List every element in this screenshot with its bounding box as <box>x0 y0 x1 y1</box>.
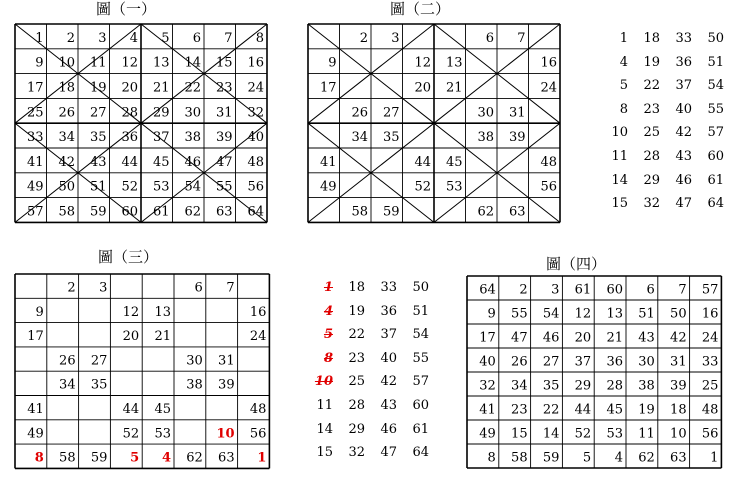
cell-number: 25 <box>701 378 719 394</box>
figure-3-title: 圖（三） <box>97 248 158 266</box>
cell-number: 28 <box>606 378 623 394</box>
cell-number: 54 <box>542 306 560 322</box>
cell-number: 1 <box>35 30 44 46</box>
list-number: 61 <box>412 421 429 437</box>
cell-number: 27 <box>89 105 107 121</box>
cell-number: 27 <box>382 105 400 121</box>
cell-number: 2 <box>519 282 528 298</box>
cell-number: 2 <box>67 280 76 296</box>
cell-number: 44 <box>122 401 140 417</box>
cell-number: 35 <box>542 378 560 394</box>
figure-2-title: 圖（二） <box>389 0 450 18</box>
cell-number: 15 <box>511 426 528 442</box>
cell-number: 37 <box>152 130 170 146</box>
cell-number: 39 <box>215 130 233 146</box>
cell-number: 24 <box>540 80 557 96</box>
list-number: 5 <box>619 78 628 94</box>
cell-number: 1 <box>257 450 267 466</box>
cell-number: 3 <box>551 282 560 298</box>
cell-number: 50 <box>670 306 687 322</box>
cell-number: 36 <box>121 130 138 146</box>
cell-number: 3 <box>99 280 108 296</box>
cell-number: 6 <box>485 30 494 46</box>
list-number: 25 <box>643 125 660 141</box>
cell-number: 58 <box>351 204 368 220</box>
cell-number: 56 <box>540 179 557 195</box>
cell-number: 12 <box>574 306 592 322</box>
cell-number: 37 <box>574 354 592 370</box>
cell-number: 20 <box>122 329 140 345</box>
list-number: 19 <box>643 54 660 70</box>
list-number: 36 <box>380 303 397 319</box>
cell-number: 17 <box>27 329 44 345</box>
cell-number: 20 <box>574 330 592 346</box>
cell-number: 34 <box>59 377 76 393</box>
cell-number: 34 <box>58 130 75 146</box>
cell-number: 45 <box>154 401 171 417</box>
cell-number: 24 <box>247 80 264 96</box>
cell-number: 12 <box>122 304 140 320</box>
cell-number: 61 <box>574 282 592 298</box>
cell-number: 48 <box>247 154 264 170</box>
cell-number: 55 <box>511 306 528 322</box>
cell-number: 26 <box>511 354 528 370</box>
cell-number: 22 <box>184 80 201 96</box>
cell-number: 13 <box>606 306 623 322</box>
cell-number: 49 <box>27 426 44 442</box>
cell-number: 48 <box>540 154 557 170</box>
cell-number: 58 <box>511 450 528 466</box>
cell-number: 4 <box>161 450 171 466</box>
list-number: 32 <box>348 445 365 461</box>
list-number: 10 <box>314 374 333 390</box>
list-number: 51 <box>412 303 429 319</box>
figure-2-grid <box>308 24 562 229</box>
cell-number: 63 <box>670 450 687 466</box>
list-number: 28 <box>643 149 660 164</box>
cell-number: 56 <box>701 426 719 442</box>
cell-number: 25 <box>26 105 44 121</box>
list-number: 37 <box>675 78 692 94</box>
cell-number: 53 <box>606 426 623 442</box>
cell-number: 1 <box>710 450 719 466</box>
list-number: 18 <box>643 31 660 46</box>
cell-number: 8 <box>255 30 264 46</box>
list-number: 1 <box>323 280 333 295</box>
cell-number: 47 <box>215 154 233 170</box>
list-number: 11 <box>611 149 628 164</box>
number-list-bottom <box>305 280 445 470</box>
list-number: 50 <box>707 31 724 46</box>
cell-number: 30 <box>186 353 203 369</box>
list-number: 8 <box>323 350 333 366</box>
cell-number: 43 <box>638 330 655 346</box>
cell-number: 28 <box>121 105 138 121</box>
list-number: 19 <box>348 303 365 319</box>
cell-number: 56 <box>247 179 264 195</box>
cell-number: 18 <box>670 402 687 418</box>
cell-number: 53 <box>152 179 170 195</box>
cell-number: 35 <box>89 130 107 146</box>
cell-number: 23 <box>511 402 528 418</box>
list-number: 64 <box>412 445 429 461</box>
cell-number: 16 <box>540 55 557 71</box>
cell-number: 41 <box>27 401 44 417</box>
cell-number: 33 <box>701 354 719 370</box>
list-number: 22 <box>643 78 660 94</box>
figure-1-grid <box>15 24 269 229</box>
cell-number: 59 <box>542 450 560 466</box>
list-number: 42 <box>380 374 397 390</box>
cell-number: 8 <box>34 450 44 466</box>
list-number: 40 <box>380 350 397 366</box>
list-number: 43 <box>675 149 692 164</box>
cell-number: 11 <box>638 426 655 442</box>
list-number: 22 <box>348 327 365 343</box>
cell-number: 64 <box>247 204 264 220</box>
list-number: 64 <box>707 196 724 212</box>
cell-number: 64 <box>479 282 496 298</box>
list-number: 57 <box>412 374 429 390</box>
cell-number: 18 <box>58 80 75 96</box>
cell-number: 53 <box>154 426 171 442</box>
figure-4-grid <box>467 276 723 474</box>
list-number: 23 <box>348 350 365 366</box>
cell-number: 52 <box>574 426 592 442</box>
cell-number: 57 <box>26 204 44 220</box>
cell-number: 39 <box>670 378 687 394</box>
cell-number: 13 <box>154 304 171 320</box>
cell-number: 30 <box>638 354 655 370</box>
cell-number: 58 <box>59 450 76 466</box>
list-number: 23 <box>643 101 660 117</box>
cell-number: 20 <box>121 80 138 96</box>
cell-number: 59 <box>382 204 400 220</box>
cell-number: 23 <box>215 80 233 96</box>
cell-number: 17 <box>319 80 337 96</box>
cell-number: 42 <box>58 154 75 170</box>
list-number: 36 <box>675 54 692 70</box>
cell-number: 62 <box>638 450 655 466</box>
cell-number: 29 <box>574 378 592 394</box>
cell-number: 59 <box>90 450 108 466</box>
cell-number: 39 <box>218 377 235 393</box>
cell-number: 51 <box>89 179 107 195</box>
cell-number: 13 <box>152 55 170 71</box>
cell-number: 2 <box>359 30 368 46</box>
cell-number: 32 <box>247 105 264 121</box>
cell-number: 22 <box>542 402 560 418</box>
cell-number: 38 <box>186 377 203 393</box>
cell-number: 30 <box>184 105 201 121</box>
cell-number: 21 <box>606 330 623 346</box>
cell-number: 46 <box>184 154 201 170</box>
cell-number: 38 <box>184 130 201 146</box>
cell-number: 7 <box>224 30 233 46</box>
list-number: 32 <box>643 196 660 212</box>
cell-number: 4 <box>129 30 138 46</box>
list-number: 5 <box>323 327 333 343</box>
cell-number: 35 <box>382 130 400 146</box>
cell-number: 9 <box>487 306 496 322</box>
cell-number: 24 <box>701 330 719 346</box>
cell-number: 60 <box>121 204 138 220</box>
cell-number: 26 <box>59 353 76 369</box>
cell-number: 63 <box>218 450 235 466</box>
cell-number: 34 <box>351 130 368 146</box>
cell-number: 14 <box>542 426 560 442</box>
cell-number: 9 <box>328 55 337 71</box>
cell-number: 63 <box>508 204 526 220</box>
list-number: 11 <box>316 398 333 413</box>
cell-number: 6 <box>646 282 655 298</box>
cell-number: 31 <box>508 105 526 121</box>
cell-number: 61 <box>152 204 170 220</box>
list-number: 54 <box>707 78 724 94</box>
cell-number: 30 <box>477 105 494 121</box>
cell-number: 9 <box>35 55 44 71</box>
list-number: 33 <box>675 31 692 46</box>
cell-number: 45 <box>445 154 463 170</box>
cell-number: 43 <box>89 154 107 170</box>
cell-number: 8 <box>487 450 496 466</box>
list-number: 29 <box>643 172 660 188</box>
cell-number: 27 <box>542 354 560 370</box>
cell-number: 34 <box>511 378 528 394</box>
cell-number: 33 <box>26 130 44 146</box>
cell-number: 52 <box>121 179 138 195</box>
cell-number: 21 <box>445 80 463 96</box>
list-number: 10 <box>611 125 628 141</box>
cell-number: 5 <box>582 450 592 466</box>
cell-number: 12 <box>414 55 431 71</box>
list-number: 28 <box>348 398 365 413</box>
cell-number: 62 <box>186 450 203 466</box>
list-number: 61 <box>707 172 724 188</box>
cell-number: 36 <box>606 354 623 370</box>
cell-number: 31 <box>670 354 687 370</box>
cell-number: 47 <box>511 330 528 346</box>
list-number: 4 <box>323 303 333 319</box>
cell-number: 49 <box>479 426 496 442</box>
cell-number: 32 <box>479 378 496 394</box>
cell-number: 40 <box>247 130 264 146</box>
list-number: 33 <box>380 280 397 295</box>
list-number: 51 <box>707 54 724 70</box>
list-number: 50 <box>412 280 429 295</box>
cell-number: 50 <box>58 179 75 195</box>
cell-number: 12 <box>121 55 138 71</box>
cell-number: 21 <box>152 80 170 96</box>
cell-number: 31 <box>215 105 233 121</box>
cell-number: 35 <box>90 377 108 393</box>
list-number: 47 <box>380 445 397 461</box>
cell-number: 59 <box>89 204 107 220</box>
cell-number: 24 <box>249 329 267 345</box>
list-number: 47 <box>675 196 692 212</box>
cell-number: 17 <box>26 80 44 96</box>
cell-number: 45 <box>606 402 623 418</box>
cell-number: 3 <box>98 30 107 46</box>
cell-number: 15 <box>215 55 233 71</box>
cell-number: 10 <box>58 55 75 71</box>
list-number: 46 <box>380 421 397 437</box>
figure-4-title: 圖（四） <box>545 255 606 273</box>
cell-number: 57 <box>701 282 719 298</box>
cell-number: 14 <box>184 55 201 71</box>
cell-number: 16 <box>247 55 264 71</box>
list-number: 60 <box>707 149 724 164</box>
cell-number: 19 <box>89 80 107 96</box>
cell-number: 4 <box>614 450 623 466</box>
list-number: 14 <box>316 421 333 437</box>
cell-number: 56 <box>249 426 267 442</box>
cell-number: 20 <box>414 80 431 96</box>
list-number: 43 <box>380 398 397 413</box>
list-number: 57 <box>707 125 724 141</box>
list-number: 8 <box>619 101 628 117</box>
cell-number: 26 <box>58 105 75 121</box>
cell-number: 5 <box>130 450 140 466</box>
cell-number: 46 <box>542 330 560 346</box>
cell-number: 6 <box>192 30 201 46</box>
cell-number: 62 <box>184 204 201 220</box>
cell-number: 13 <box>445 55 463 71</box>
list-number: 15 <box>316 445 333 461</box>
list-number: 14 <box>611 172 628 188</box>
cell-number: 9 <box>35 304 44 320</box>
list-number: 60 <box>412 398 429 413</box>
list-number: 4 <box>619 54 628 70</box>
cell-number: 41 <box>26 154 44 170</box>
cell-number: 6 <box>194 280 203 296</box>
cell-number: 16 <box>249 304 267 320</box>
cell-number: 63 <box>215 204 233 220</box>
cell-number: 41 <box>479 402 496 418</box>
cell-number: 16 <box>701 306 719 322</box>
cell-number: 3 <box>391 30 400 46</box>
list-number: 42 <box>675 125 692 141</box>
cell-number: 27 <box>90 353 108 369</box>
cell-number: 60 <box>606 282 623 298</box>
cell-number: 7 <box>517 30 526 46</box>
cell-number: 54 <box>184 179 201 195</box>
cell-number: 62 <box>477 204 494 220</box>
cell-number: 51 <box>638 306 655 322</box>
cell-number: 44 <box>121 154 138 170</box>
cell-number: 7 <box>678 282 687 298</box>
figure-3-grid <box>15 274 271 474</box>
cell-number: 41 <box>319 154 337 170</box>
cell-number: 48 <box>249 401 267 417</box>
cell-number: 2 <box>66 30 75 46</box>
list-number: 1 <box>619 31 628 46</box>
cell-number: 52 <box>414 179 431 195</box>
cell-number: 45 <box>152 154 170 170</box>
cell-number: 48 <box>701 402 719 418</box>
cell-number: 21 <box>154 329 171 345</box>
number-list-top <box>600 31 730 221</box>
cell-number: 52 <box>122 426 140 442</box>
list-number: 18 <box>348 280 365 295</box>
cell-number: 11 <box>89 55 107 71</box>
cell-number: 53 <box>445 179 463 195</box>
list-number: 29 <box>348 421 365 437</box>
cell-number: 44 <box>574 402 592 418</box>
cell-number: 31 <box>218 353 235 369</box>
cell-number: 55 <box>215 179 233 195</box>
list-number: 37 <box>380 327 397 343</box>
list-number: 15 <box>611 196 628 212</box>
cell-number: 38 <box>477 130 494 146</box>
list-number: 55 <box>707 101 724 117</box>
cell-number: 42 <box>670 330 687 346</box>
list-number: 25 <box>348 374 365 390</box>
cell-number: 49 <box>26 179 44 195</box>
list-number: 46 <box>675 172 692 188</box>
cell-number: 29 <box>152 105 170 121</box>
cell-number: 44 <box>414 154 431 170</box>
list-number: 54 <box>412 327 429 343</box>
cell-number: 17 <box>479 330 496 346</box>
cell-number: 10 <box>216 426 235 442</box>
cell-number: 49 <box>319 179 337 195</box>
cell-number: 40 <box>479 354 496 370</box>
list-number: 40 <box>675 101 692 117</box>
cell-number: 5 <box>161 30 170 46</box>
cell-number: 7 <box>226 280 235 296</box>
cell-number: 39 <box>508 130 526 146</box>
cell-number: 19 <box>638 402 655 418</box>
cell-number: 26 <box>351 105 368 121</box>
figure-1-title: 圖（一） <box>95 0 156 18</box>
cell-number: 38 <box>638 378 655 394</box>
cell-number: 10 <box>670 426 687 442</box>
cell-number: 58 <box>58 204 75 220</box>
list-number: 55 <box>412 350 429 366</box>
